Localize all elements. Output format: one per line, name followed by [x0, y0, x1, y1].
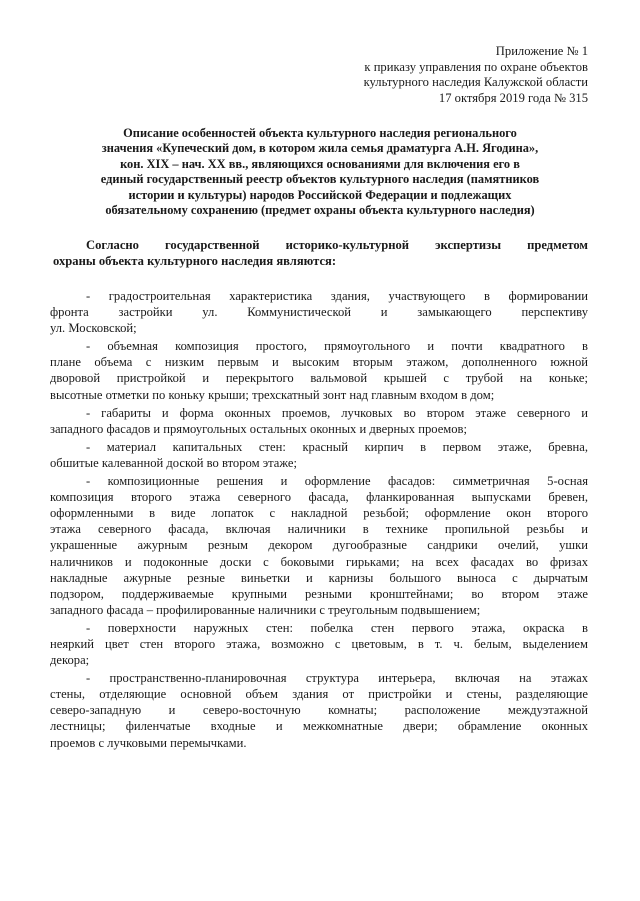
list-item — [50, 473, 588, 618]
title-line: истории и культуры) народов Российской Федерации и подлежащих — [128, 187, 512, 202]
list-item-line: наличников и подоконные доски с боковыми гирьками; на всех фасадах во фризах — [50, 554, 588, 569]
list-item-line: оформленными в виде лопаток с накладной резьбой; оформление окон второго — [50, 506, 588, 521]
list-item — [50, 439, 588, 471]
list-item-line: - поверхности наружных стен: побелка стен первого этажа, окраска в — [86, 620, 588, 635]
list-item-line: плане объема с низким первым и высоким вторым этажом, дополненного южной — [50, 355, 588, 370]
list-item-line: обшитые калеванной доской во втором этаже; — [50, 455, 297, 470]
intro-line: Согласно государственной историко-культурной экспертизы предметом — [86, 238, 588, 252]
title-line: значения «Купеческий дом, в котором жила семья драматурга А.Н. Ягодина», — [101, 141, 539, 156]
title-line: кон. XIX – нач. XX вв., являющихся основаниями для включения его в — [120, 156, 520, 171]
list-item-line: северо-западную и северо-восточную комнаты; расположение междуэтажной — [50, 703, 588, 718]
list-item — [50, 405, 588, 437]
list-item-line: высотные отметки по коньку крыши; трехскатный зонт над главным входом в дом; — [50, 387, 495, 402]
list-item-line: - габариты и форма оконных проемов, лучковых во втором этаже северного и — [86, 405, 588, 420]
list-item — [50, 338, 588, 402]
list-item-line: композиция второго этажа северного фасада, фланкированная выпусками бревен, — [50, 490, 588, 505]
list-item-line: накладные ажурные резные виньетки и карнизы большого выноса с дырчатым — [50, 570, 588, 585]
annex-date-line: 17 октября 2019 года № 315 — [438, 90, 588, 105]
title-line: Описание особенностей объекта культурного наследия регионального — [123, 126, 517, 140]
list-item — [50, 288, 588, 336]
list-item-line: - пространственно-планировочная структура интерьера, включая на этажах — [86, 671, 588, 686]
list-item-line: неяркий цвет стен второго этажа, возможно с цветовым, в т. ч. белым, выделением — [50, 636, 588, 651]
list-item-line: лестницы; филенчатые входные и межкомнатные двери; обрамление оконных — [50, 719, 588, 734]
annex-number: Приложение № 1 — [495, 44, 588, 58]
annex-authority-line: культурного наследия Калужской области — [363, 75, 588, 89]
protection-items — [50, 288, 588, 753]
list-item — [50, 670, 588, 750]
list-item-line: этажа северного фасада, включая наличники в технике пропильной резьбы и — [50, 522, 588, 537]
list-item-line: - материал капитальных стен: красный кирпич в первом этаже, бревна, — [86, 439, 588, 454]
list-item-line: западного фасадов и прямоугольных остальных оконных и дверных проемов; — [50, 421, 467, 436]
list-item-line: ул. Московской; — [50, 321, 137, 336]
title-line: обязательному сохранению (предмет охраны объекта культурного наследия) — [105, 203, 535, 218]
list-item-line: стены, отделяющие основной объем здания от пристройки и стены, разделяющие — [50, 687, 588, 702]
list-item-line: фронта застройки ул. Коммунистической и замыкающего перспективу — [50, 305, 588, 320]
annex-order-line: к приказу управления по охране объектов — [364, 59, 588, 74]
intro-line: охраны объекта культурного наследия являются: — [53, 253, 337, 268]
title-line: единый государственный реестр объектов культурного наследия (памятников — [100, 172, 540, 187]
document-title — [54, 126, 586, 218]
list-item-line: украшенные ажурным резным декором дугообразные сандрики очелий, ушки — [50, 538, 588, 553]
list-item-line: дворовой пристройкой и перекрытого вальмовой крышей с трубой на коньке; — [50, 371, 588, 386]
list-item-line: - композиционные решения и оформление фасадов: симметричная 5-осная — [86, 474, 588, 489]
list-item-line: проемов с лучковыми перемычками. — [50, 735, 247, 750]
intro-statement — [53, 238, 588, 269]
list-item-line: подзором, поддерживаемые крупными резными кронштейнами; во втором этаже — [50, 586, 588, 601]
list-item — [50, 620, 588, 668]
list-item-line: декора; — [50, 653, 90, 668]
list-item-line: западного фасада – профилированные наличники с треугольным подвышением; — [50, 602, 481, 617]
list-item-line: - объемная композиция простого, прямоугольного и почти квадратного в — [86, 339, 588, 354]
list-item-line: - градостроительная характеристика здания, участвующего в формировании — [86, 289, 588, 303]
annex-header — [258, 44, 588, 106]
